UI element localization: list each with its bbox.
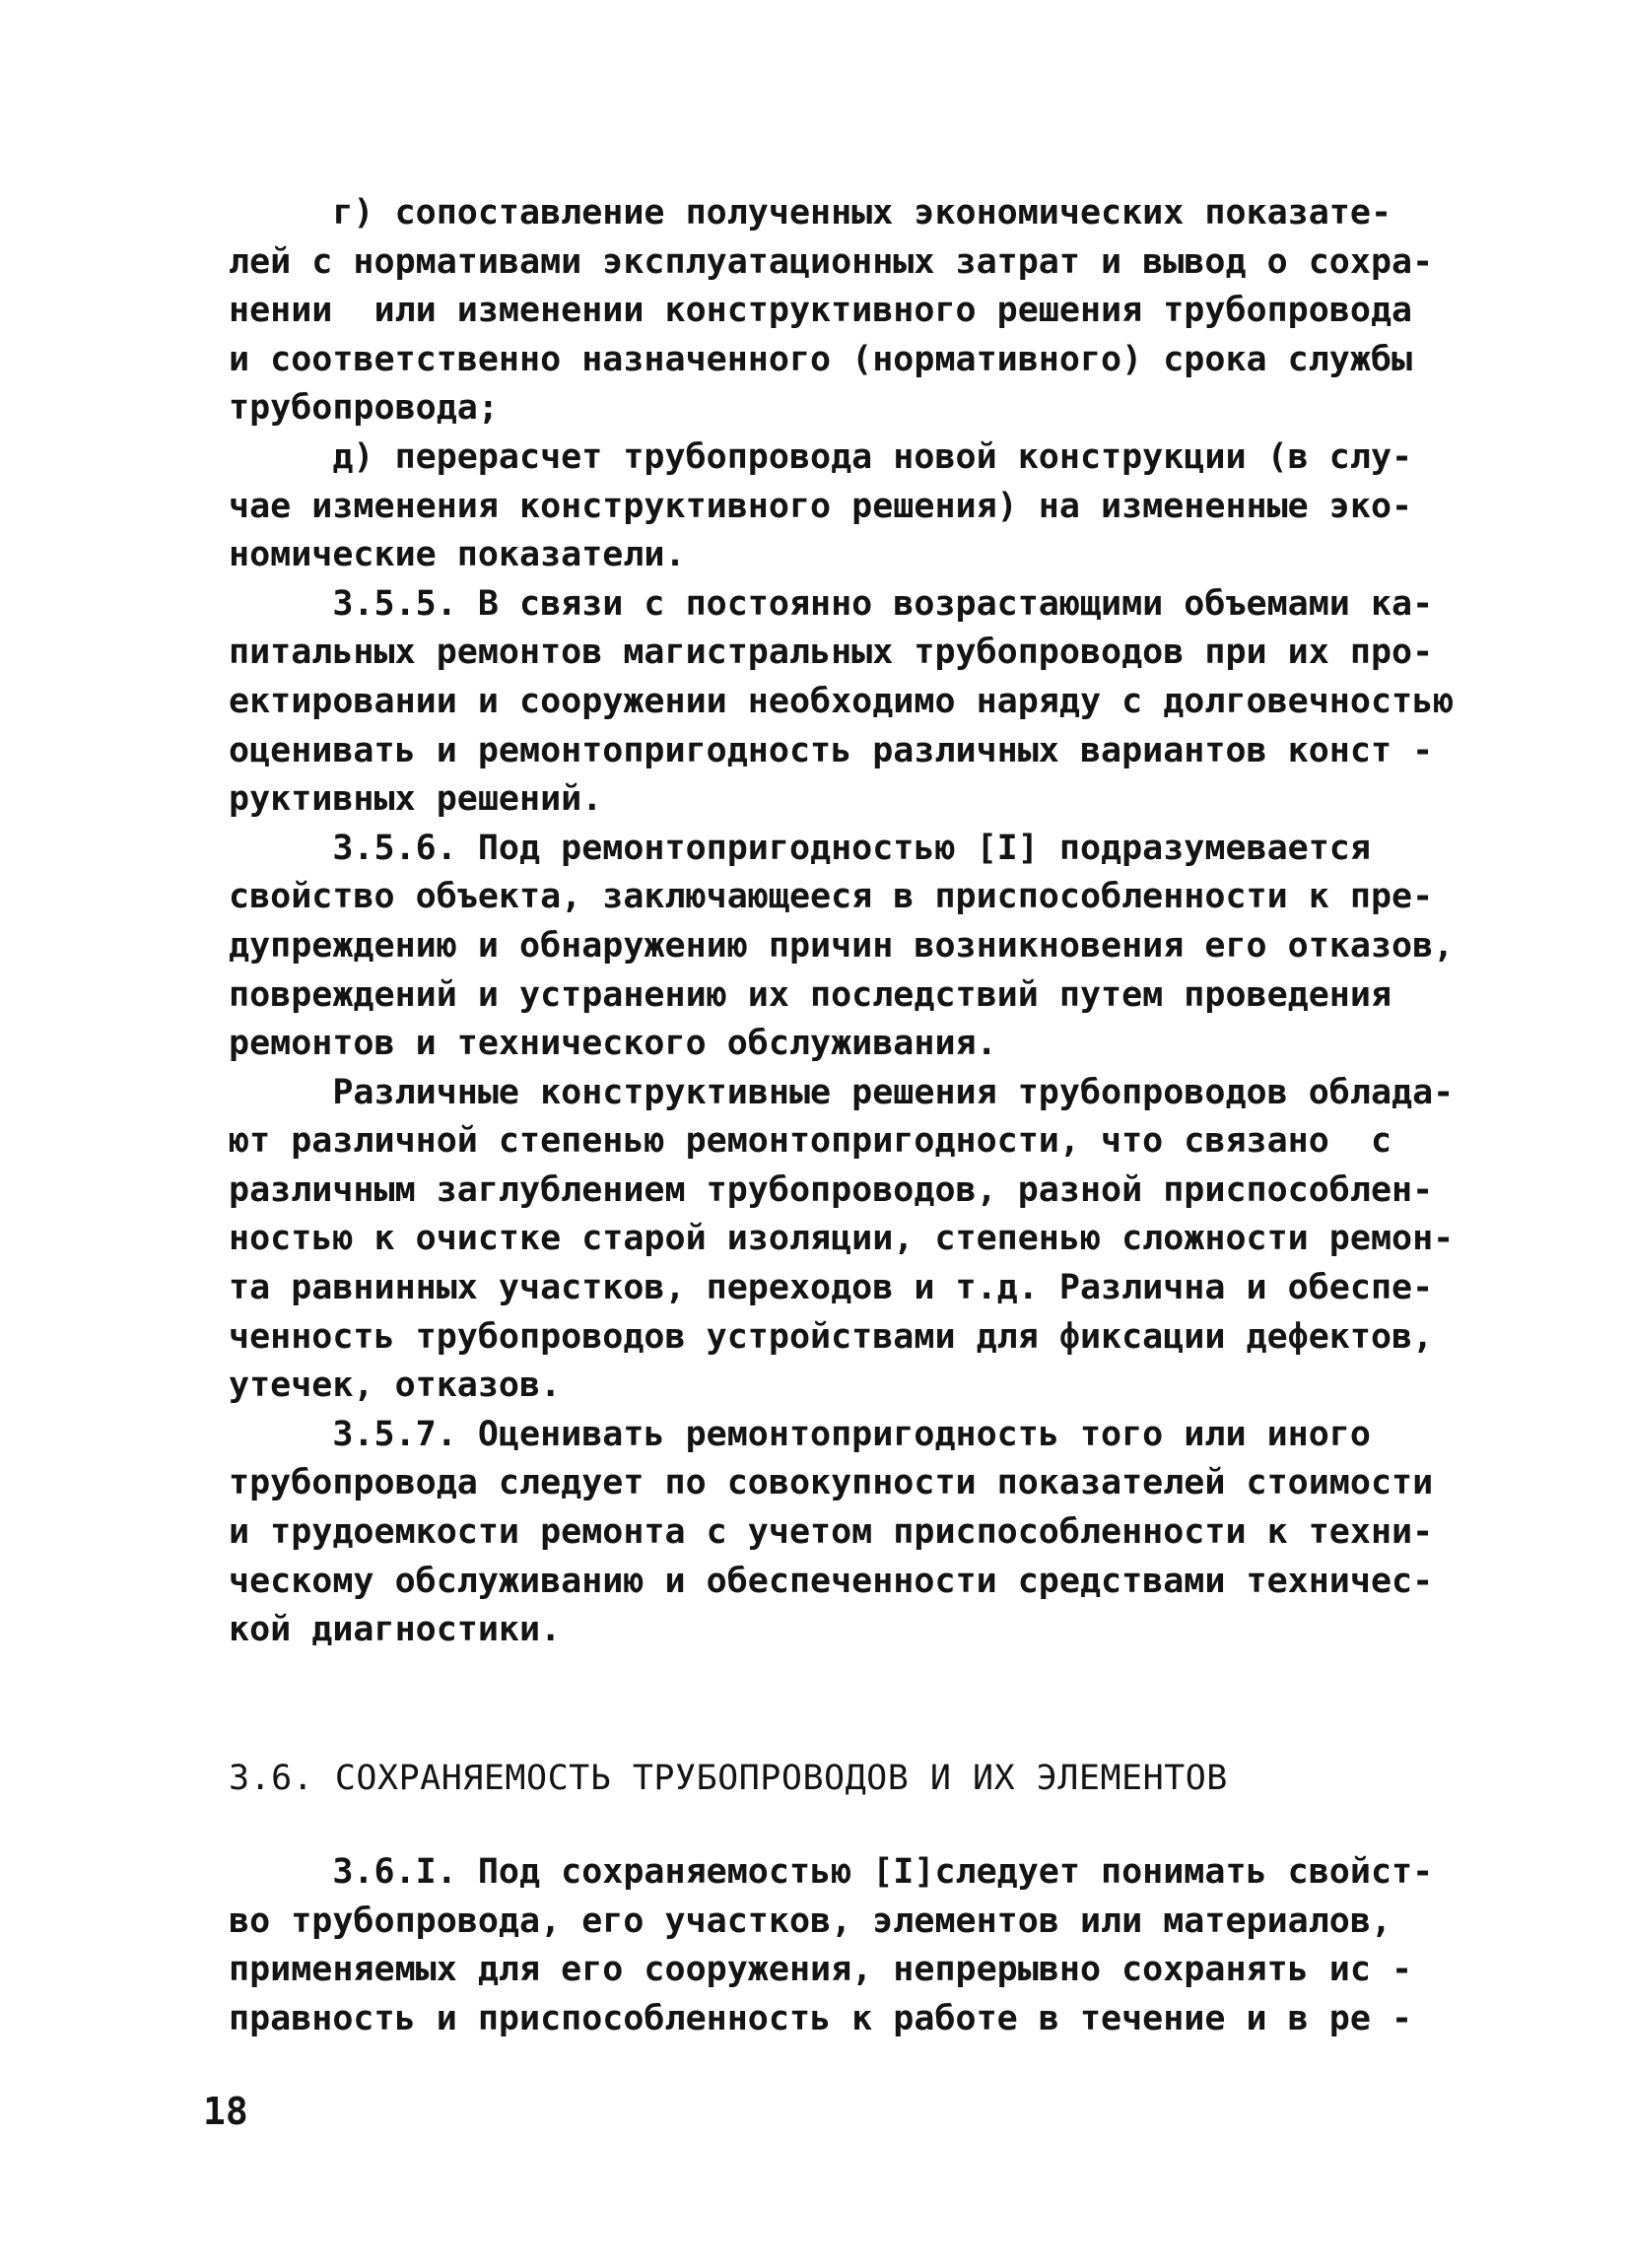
paragraph-design-solutions: Различные конструктивные решения трубопроводов облада- ют различной степенью ремонтопригодности, что связано с различным заглублением трубопроводов, разной приспособлен- ностью к очистке старой изоляции, степенью сложности ремон- та равнинных участков, переходов и т.д. Различна и обеспе- ченность трубопроводов устройствами для фиксации дефектов, утечек, отказов.	[229, 1072, 1455, 1406]
paragraph-3-6-1: 3.6.I. Под сохраняемостью [I]следует понимать свойст- во трубопровода, его участков, элементов или материалов, применяемых для его сооружения, непрерывно сохранять ис - правность и приспособленность к работе в течение и в ре -	[229, 1852, 1434, 2038]
section-body-text-block	[229, 1848, 1434, 2043]
paragraph-3-5-7: 3.5.7. Оценивать ремонтопригодность того или иного трубопровода следует по совокупности показателей стоимости и трудоемкости ремонта с учетом приспособленности к техни- ческому обслуживанию и обеспеченности средствами техничес- кой диагностики.	[229, 1414, 1434, 1650]
page-number: 18	[203, 2090, 248, 2133]
paragraph-item-d: д) перерасчет трубопровода новой конструкции (в слу- чае изменения конструктивного решения) на измененные эко- номические показатели.	[229, 436, 1413, 575]
paragraph-3-5-5: 3.5.5. В связи с постоянно возрастающими объемами ка- питальных ремонтов магистральных трубопроводов при их про- ектировании и сооружении необходимо наряду с долговечностью оценивать и ремонтопригодность различных вариантов конст - руктивных решений.	[229, 583, 1455, 820]
paragraph-item-g: г) сопоставление полученных экономических показате- лей с нормативами эксплуатационных затрат и вывод о сохра- нении или изменении конструктивного решения трубопровода и соответственно назначенного (нормативного) срока службы трубопровода;	[229, 193, 1434, 429]
section-heading: 3.6. СОХРАНЯЕМОСТЬ ТРУБОПРОВОДОВ И ИХ ЭЛЕМЕНТОВ	[229, 1759, 1228, 1798]
body-text-block	[229, 189, 1455, 1655]
paragraph-3-5-6: 3.5.6. Под ремонтопригодностью [I] подразумевается свойство объекта, заключающееся в приспособленности к пре- дупреждению и обнаружению причин возникновения его отказов, повреждений и устранению их последствий путем проведения ремонтов и технического обслуживания.	[229, 828, 1455, 1064]
